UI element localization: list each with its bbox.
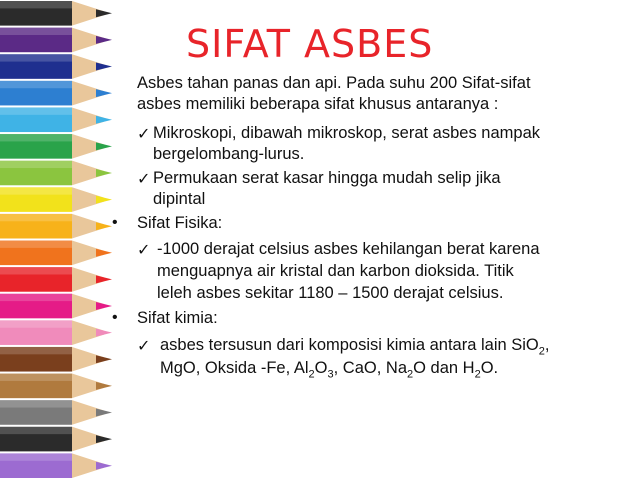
pencil-tip xyxy=(96,142,112,150)
pencil-tip xyxy=(96,462,112,470)
pencil-tip xyxy=(96,116,112,124)
pencil-highlight xyxy=(0,161,72,168)
pencil-tip xyxy=(96,382,112,390)
intro-line-2: asbes memiliki beberapa sifat khusus antaranya : xyxy=(137,95,499,113)
slide-title: SIFAT ASBES xyxy=(186,22,434,66)
check-item-1-line-1: Mikroskopi, dibawah mikroskop, serat asbes nampak xyxy=(153,124,541,142)
pencil-tip xyxy=(96,275,112,283)
pencil-highlight xyxy=(0,267,72,274)
pencil-tip xyxy=(96,435,112,443)
pencil-tip xyxy=(96,169,112,177)
pencil-highlight xyxy=(0,54,72,61)
fisika-heading: Sifat Fisika: xyxy=(137,214,223,232)
kimia-line-1: asbes tersusun dari komposisi kimia antara lain SiO$_2$, xyxy=(160,336,550,358)
pencil-highlight xyxy=(0,294,72,301)
pencils-decoration xyxy=(0,0,118,479)
pencil-highlight xyxy=(0,347,72,354)
pencil-tip xyxy=(96,196,112,204)
pencil-highlight xyxy=(0,28,72,35)
pencil-highlight xyxy=(0,374,72,381)
intro-line-1: Asbes tahan panas dan api. Pada suhu 200 Sifat-sifat xyxy=(137,74,531,92)
check-item-1-line-2: bergelombang-lurus. xyxy=(153,145,305,163)
pencil-tip xyxy=(96,329,112,337)
pencil-tip xyxy=(96,355,112,363)
pencil-tip xyxy=(96,36,112,44)
kimia-heading: Sifat kimia: xyxy=(137,309,218,327)
pencil-highlight xyxy=(0,81,72,88)
pencil-highlight xyxy=(0,400,72,407)
check-icon: ✓ xyxy=(137,242,151,259)
pencil-tip xyxy=(96,89,112,97)
bullet-icon: • xyxy=(112,214,118,231)
check-icon: ✓ xyxy=(137,126,151,143)
pencil-tip xyxy=(96,408,112,416)
fisika-line-1: -1000 derajat celsius asbes kehilangan berat karena xyxy=(157,240,540,258)
check-item-2-line-1: Permukaan serat kasar hingga mudah selip jika xyxy=(153,169,501,187)
check-item-2-line-2: dipintal xyxy=(153,190,206,208)
pencil-highlight xyxy=(0,427,72,434)
pencil-tip xyxy=(96,222,112,230)
pencil-highlight xyxy=(0,134,72,141)
pencil-tip xyxy=(96,302,112,310)
check-icon: ✓ xyxy=(137,171,151,188)
pencil-highlight xyxy=(0,187,72,194)
pencil-highlight xyxy=(0,1,72,8)
pencil-highlight xyxy=(0,453,72,460)
pencil-highlight xyxy=(0,214,72,221)
pencil-highlight xyxy=(0,107,72,114)
pencil-highlight xyxy=(0,241,72,248)
fisika-line-2: menguapnya air kristal dan karbon dioksida. Titik xyxy=(157,262,514,280)
bullet-icon: • xyxy=(112,309,118,326)
pencil-highlight xyxy=(0,320,72,327)
pencil-tip xyxy=(96,249,112,257)
kimia-line-2: MgO, Oksida -Fe, $Al_2O_3$, CaO, $Na_2O$ dan $H_2O$. xyxy=(160,359,499,381)
pencil-tip xyxy=(96,9,112,17)
fisika-line-3: leleh asbes sekitar 1180 – 1500 derajat celsius. xyxy=(157,284,504,302)
pencil-tip xyxy=(96,63,112,71)
check-icon: ✓ xyxy=(137,338,151,355)
